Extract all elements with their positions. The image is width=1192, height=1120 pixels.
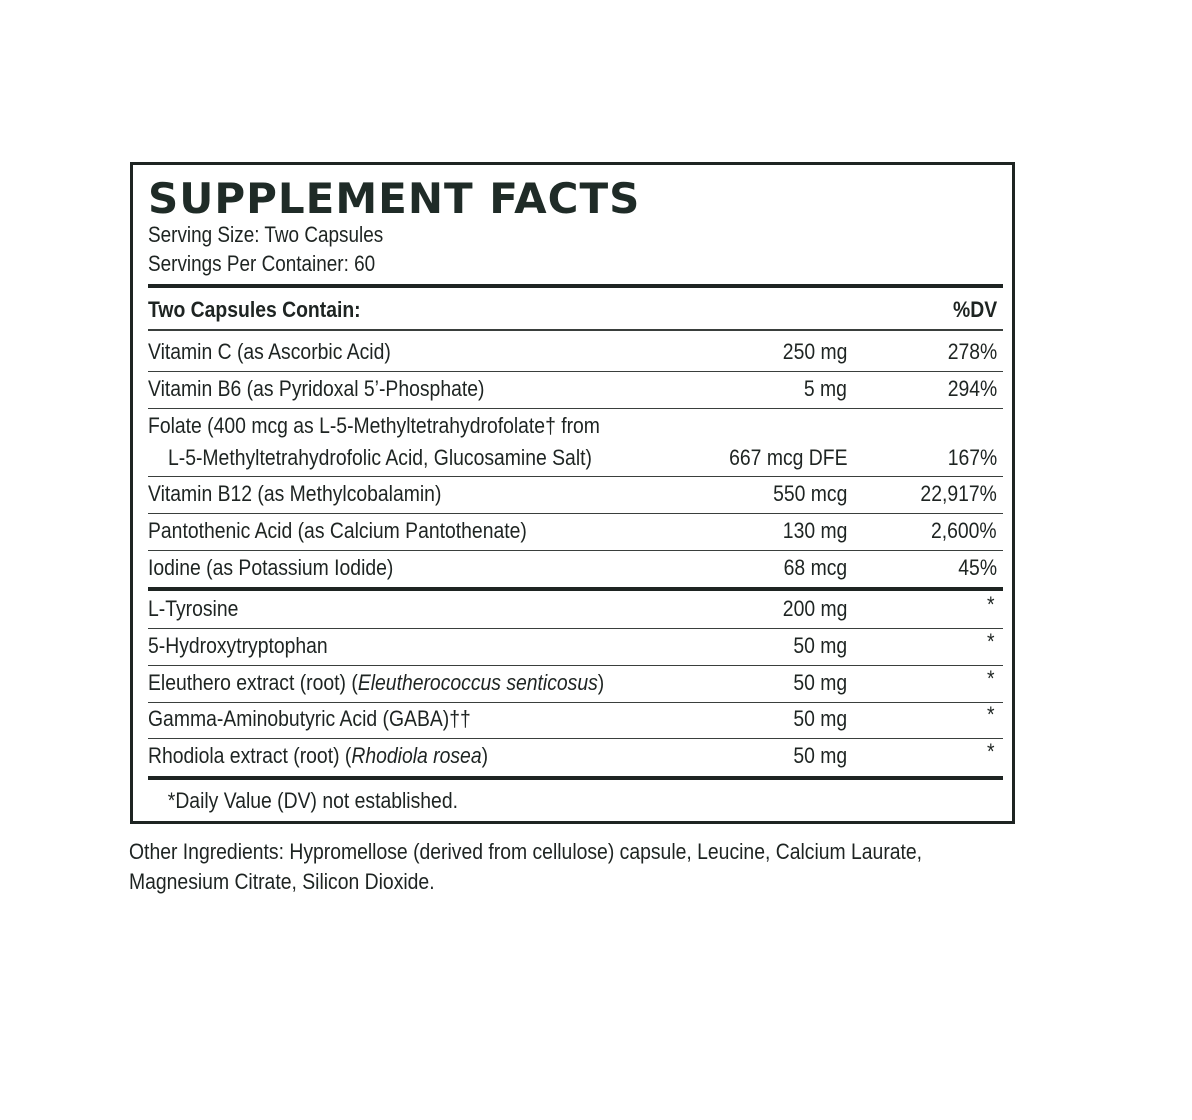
serving-size: Serving Size: Two Capsules (148, 222, 384, 247)
ingredient-amount: 200 mg (782, 596, 847, 621)
ingredient-dv: 22,917% (920, 481, 997, 506)
divider-thick (148, 776, 1003, 780)
ingredient-amount: 50 mg (793, 633, 847, 658)
ingredient-name: Vitamin B12 (as Methylcobalamin) (148, 481, 442, 506)
ingredient-amount: 550 mcg (772, 481, 847, 506)
ingredient-name: Iodine (as Potassium Iodide) (148, 555, 394, 580)
ingredient-dv: * (987, 629, 995, 654)
row-divider (148, 738, 1003, 739)
other-ingredients-line: Other Ingredients: Hypromellose (derived from cellulose) capsule, Leucine, Calcium Laurate, (129, 839, 923, 864)
ingredient-amount: 250 mg (782, 339, 847, 364)
row-divider (148, 665, 1003, 666)
ingredient-dv: 167% (947, 445, 997, 470)
ingredient-dv: 278% (947, 339, 997, 364)
row-divider (148, 628, 1003, 629)
divider (148, 329, 1003, 331)
ingredient-name: L-Tyrosine (148, 596, 239, 621)
ingredient-name-continued: L-5-Methyltetrahydrofolic Acid, Glucosamine Salt) (168, 445, 592, 470)
ingredient-name: 5-Hydroxytryptophan (148, 633, 328, 658)
row-divider (148, 513, 1003, 514)
name-suffix: ) (481, 743, 489, 768)
ingredient-name (148, 669, 604, 697)
footnote: *Daily Value (DV) not established. (167, 788, 458, 813)
panel-title: SUPPLEMENT FACTS (148, 174, 641, 223)
header-label: Two Capsules Contain: (148, 297, 361, 322)
ingredient-dv: * (987, 739, 995, 764)
scientific-name: Rhodiola rosea (351, 743, 482, 768)
other-ingredients-line: Magnesium Citrate, Silicon Dioxide. (129, 869, 435, 894)
row-divider (148, 702, 1003, 703)
row-divider (148, 408, 1003, 409)
ingredient-name: Vitamin C (as Ascorbic Acid) (148, 339, 391, 364)
ingredient-dv: * (987, 702, 995, 727)
divider-thick (148, 587, 1003, 591)
ingredient-dv: 2,600% (931, 518, 997, 543)
row-divider (148, 476, 1003, 477)
ingredient-dv: * (987, 666, 995, 691)
ingredient-name (148, 742, 488, 770)
row-divider (148, 550, 1003, 551)
ingredient-amount: 130 mg (782, 518, 847, 543)
ingredient-amount: 50 mg (793, 670, 847, 695)
ingredient-amount: 50 mg (793, 706, 847, 731)
name-prefix: Rhodiola extract (root) ( (148, 743, 352, 768)
ingredient-dv: * (987, 592, 995, 617)
ingredient-name: Pantothenic Acid (as Calcium Pantothenate) (148, 518, 527, 543)
ingredient-name: Vitamin B6 (as Pyridoxal 5’-Phosphate) (148, 376, 485, 401)
other-ingredients (129, 837, 1009, 897)
servings-per-container: Servings Per Container: 60 (148, 251, 376, 276)
ingredient-amount: 5 mg (803, 376, 847, 401)
header-dv: %DV (952, 297, 997, 322)
ingredient-amount: 68 mcg (783, 555, 847, 580)
divider-thick (148, 284, 1003, 288)
row-divider (148, 371, 1003, 372)
ingredient-dv: 294% (947, 376, 997, 401)
ingredient-dv: 45% (958, 555, 997, 580)
name-suffix: ) (597, 670, 605, 695)
supplement-facts-panel (130, 162, 1015, 824)
ingredient-amount: 667 mcg DFE (728, 445, 847, 470)
ingredient-name: Gamma-Aminobutyric Acid (GABA)†† (148, 706, 471, 731)
name-prefix: Eleuthero extract (root) ( (148, 670, 358, 695)
ingredient-name: Folate (400 mcg as L-5-Methyltetrahydrofolate† from (148, 413, 600, 438)
ingredient-amount: 50 mg (793, 743, 847, 768)
scientific-name: Eleutherococcus senticosus (357, 670, 598, 695)
